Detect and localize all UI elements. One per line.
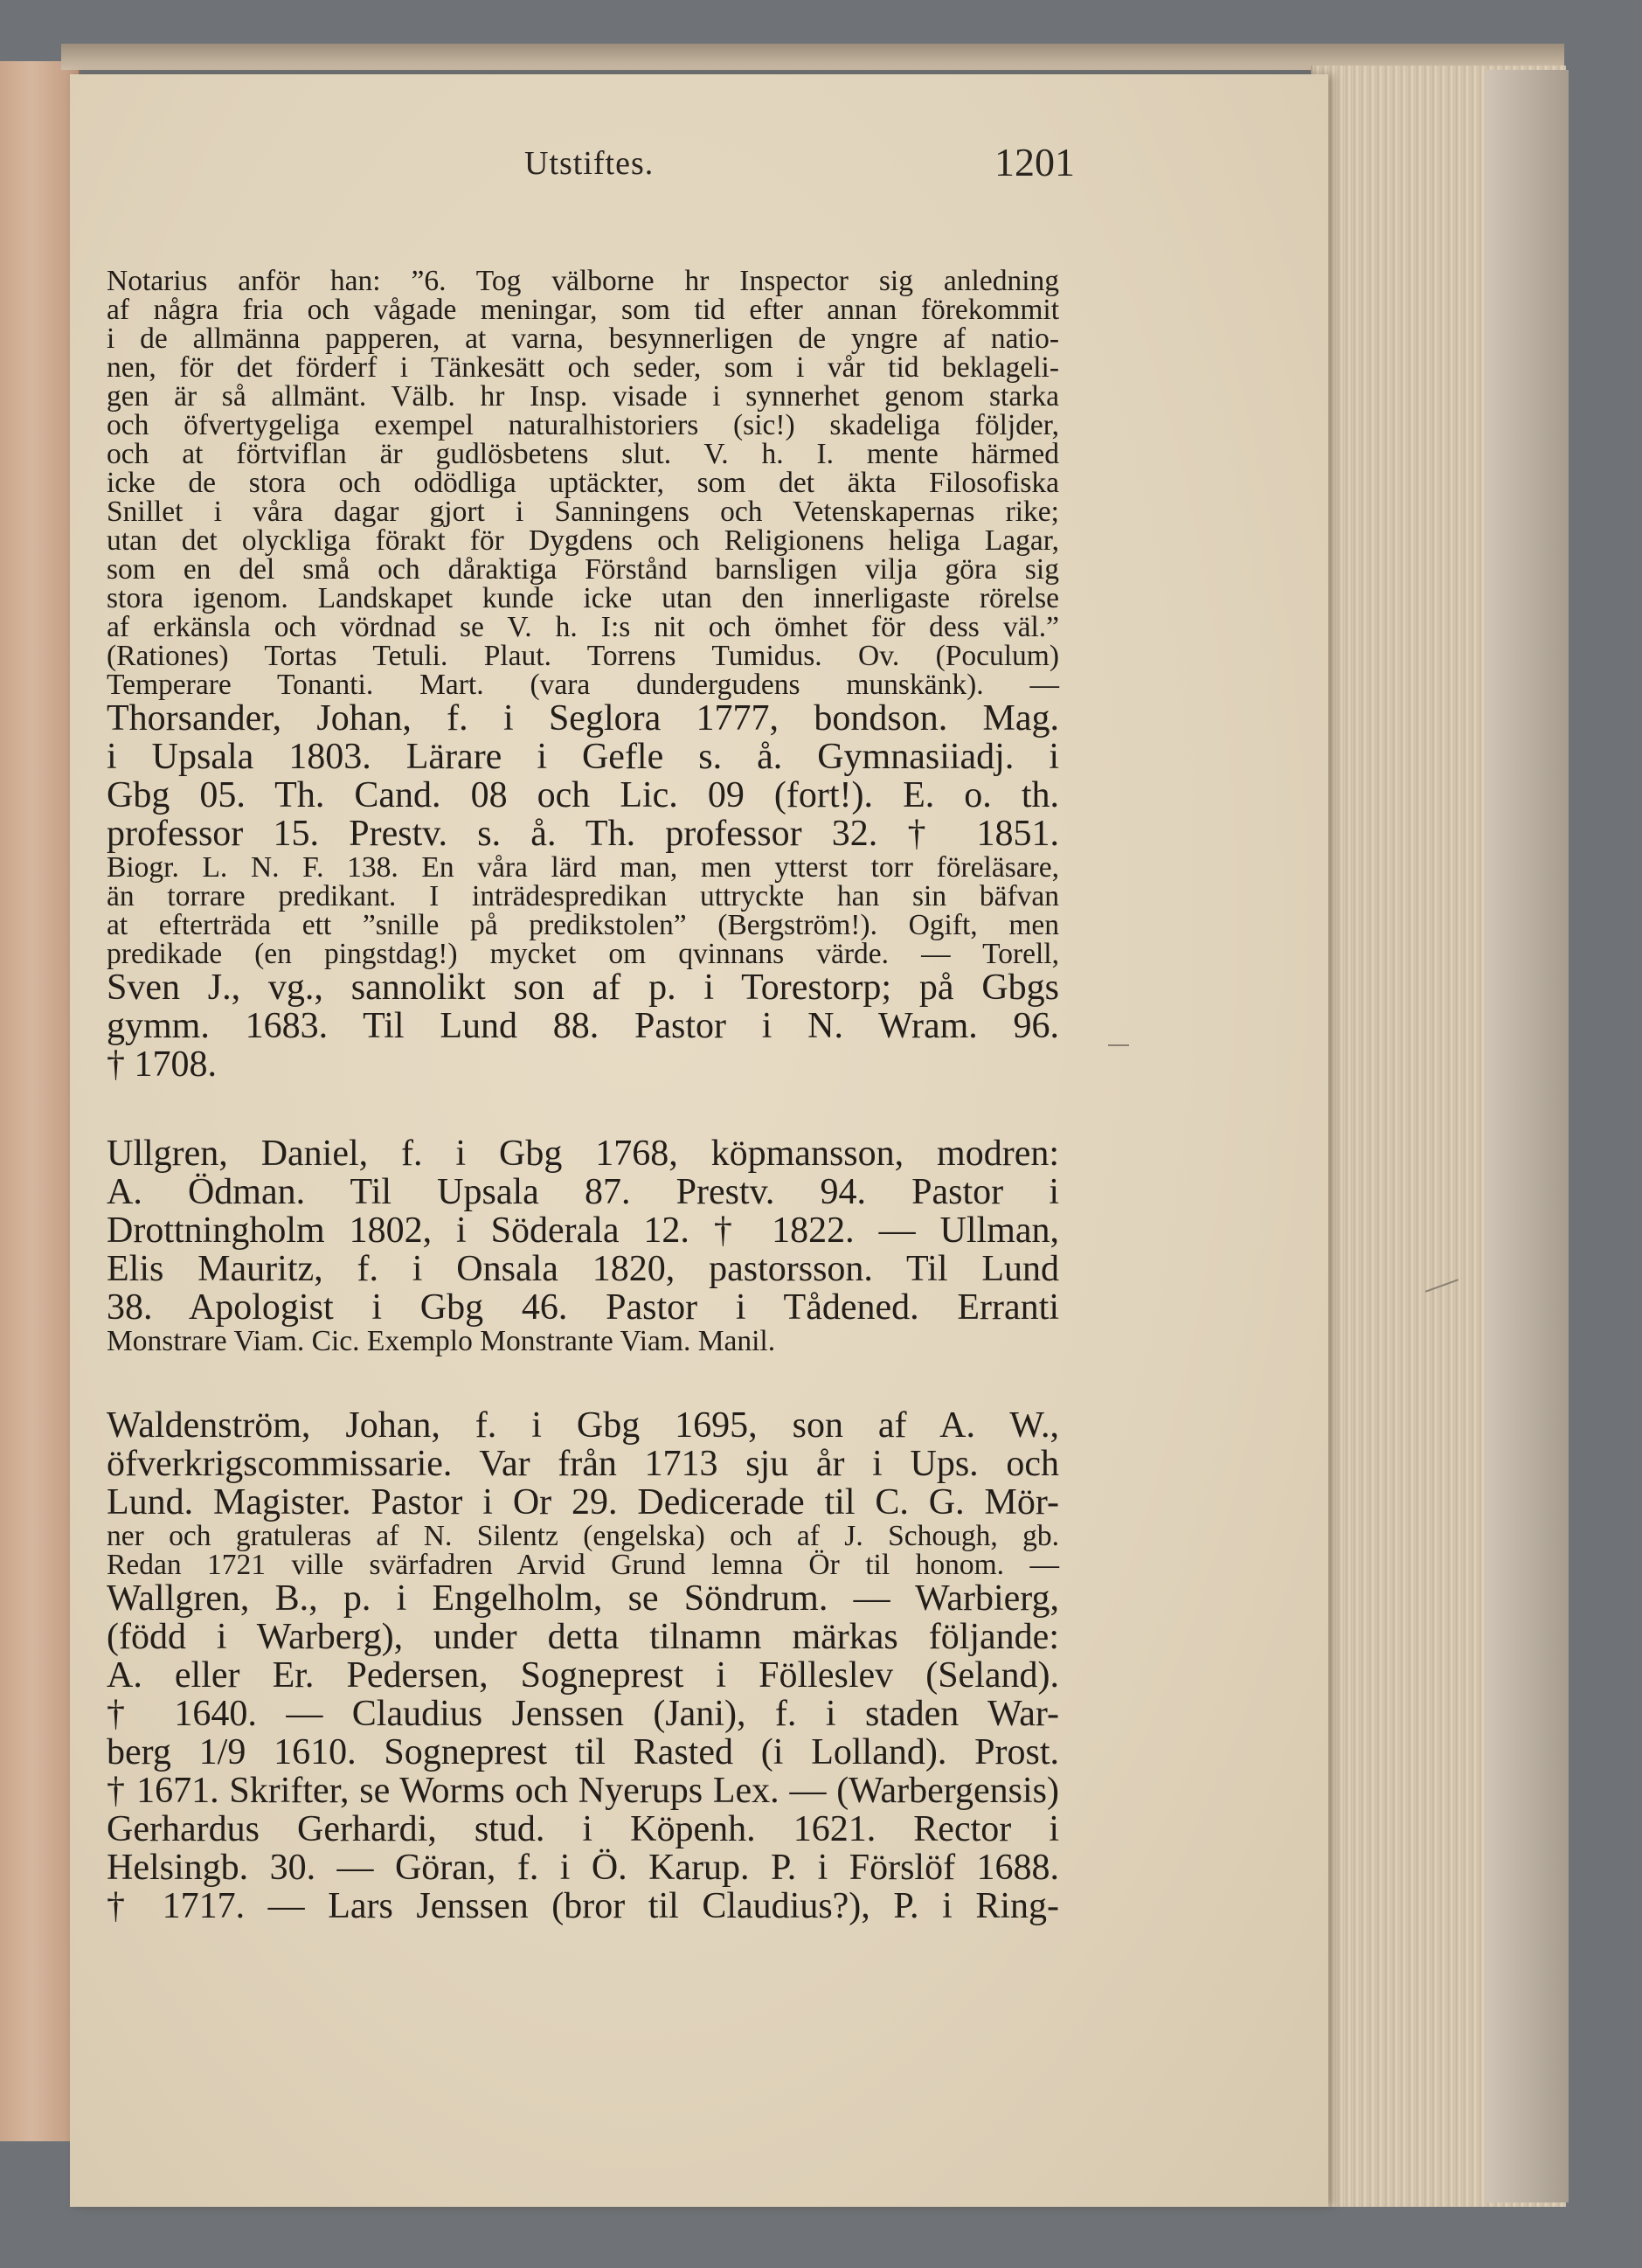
- page-number: 1201: [994, 140, 1075, 184]
- entry-thorsander: [107, 699, 1059, 853]
- text-line: (Rationes) Tortas Tetuli. Plaut. Torrens Tumidus. Ov. (Poculum): [107, 640, 1059, 672]
- text-line: Gbg 05. Th. Cand. 08 och Lic. 09 (fort!). E. o. th.: [107, 775, 1059, 815]
- text-line: at efterträda ett ”snille på predikstolen” (Bergström!). Ogift, men: [107, 909, 1059, 941]
- text-line: gymm. 1683. Til Lund 88. Pastor i N. Wram. 96.: [107, 1006, 1059, 1046]
- text-line: predikade (en pingstdag!) mycket om qvinnans värde. — Torell,: [107, 938, 1059, 970]
- text-line: 38. Apologist i Gbg 46. Pastor i Tådened. Erranti: [107, 1287, 1059, 1328]
- text-line: A. eller Er. Pedersen, Sogneprest i Fölleslev (Seland).: [107, 1655, 1059, 1696]
- text-line: Temperare Tonanti. Mart. (vara dundergudens munskänk). —: [107, 669, 1059, 701]
- text-line: och at förtviflan är gudlösbetens slut. V. h. I. mente härmed: [107, 438, 1059, 470]
- text-line: Waldenström, Johan, f. i Gbg 1695, son af A. W.,: [107, 1405, 1059, 1446]
- text-line: † 1640. — Claudius Jenssen (Jani), f. i staden War-: [107, 1694, 1059, 1734]
- entry-wallgren-warbierg: [107, 1579, 1059, 1925]
- text-line: nen, för det förderf i Tänkesätt och seder, som i vår tid beklageli-: [107, 351, 1059, 384]
- left-page-edge: [0, 61, 80, 2141]
- text-line: gen är så allmänt. Välb. hr Insp. visade i synnerhet genom starka: [107, 380, 1059, 413]
- text-line: † 1717. — Lars Jenssen (bror til Claudius?), P. i Ring-: [107, 1886, 1059, 1926]
- text-line: Helsingb. 30. — Göran, f. i Ö. Karup. P. i Förslöf 1688.: [107, 1848, 1059, 1888]
- text-line: Sven J., vg., sannolikt son af p. i Torestorp; på Gbgs: [107, 968, 1059, 1008]
- text-line: Elis Mauritz, f. i Onsala 1820, pastorsson. Til Lund: [107, 1249, 1059, 1289]
- text-line: Drottningholm 1802, i Söderala 12. † 1822. — Ullman,: [107, 1210, 1059, 1251]
- text-line: Wallgren, B., p. i Engelholm, se Söndrum. — Warbierg,: [107, 1578, 1059, 1619]
- text-line: Notarius anför han: ”6. Tog välborne hr Inspector sig anledning: [107, 265, 1059, 297]
- pencil-mark: [1108, 1044, 1129, 1046]
- text-line: Thorsander, Johan, f. i Seglora 1777, bondson. Mag.: [107, 698, 1059, 739]
- text-line: † 1671. Skrifter, se Worms och Nyerups Lex. — (Warbergensis): [107, 1771, 1059, 1811]
- entry-waldenstrom: [107, 1406, 1059, 1522]
- text-line: än torrare predikant. I inträdespredikan uttryckte han sin bäfvan: [107, 880, 1059, 912]
- text-line: ner och gratuleras af N. Silentz (engelska) och af J. Schough, gb.: [107, 1520, 1059, 1552]
- book-cover-edge: [1486, 70, 1569, 2202]
- entry-torell: [107, 968, 1059, 1084]
- text-line: som en del små och dåraktiga Förstånd barnsligen vilja göra sig: [107, 553, 1059, 586]
- text-line: af erkänsla och vördnad se V. h. I:s nit och ömhet för dess väl.”: [107, 611, 1059, 643]
- text-line: Gerhardus Gerhardi, stud. i Köpenh. 1621. Rector i: [107, 1809, 1059, 1849]
- text-line: † 1708.: [107, 1044, 217, 1085]
- entry-waldenstrom-notes: [107, 1522, 1059, 1579]
- running-head: Utstiftes.: [524, 145, 655, 182]
- text-line: Ullgren, Daniel, f. i Gbg 1768, köpmansson, modren:: [107, 1134, 1059, 1174]
- text-line: Redan 1721 ville svärfadren Arvid Grund lemna Ör til honom. —: [107, 1549, 1059, 1581]
- text-line: A. Ödman. Til Upsala 87. Prestv. 94. Pastor i: [107, 1172, 1059, 1212]
- text-line: öfverkrigscommissarie. Var från 1713 sju år i Ups. och: [107, 1444, 1059, 1484]
- page-text: [107, 267, 1059, 1925]
- text-line: Lund. Magister. Pastor i Or 29. Dedicerade til C. G. Mör-: [107, 1482, 1059, 1522]
- entry-ullman-motto: [107, 1327, 1059, 1356]
- text-line: af några fria och vågade meningar, som tid efter annan förekommit: [107, 294, 1059, 326]
- text-line: Monstrare Viam. Cic. Exemplo Monstrante Viam. Manil.: [107, 1325, 776, 1357]
- text-line: och öfvertygeliga exempel naturalhistoriers (sic!) skadeliga följder,: [107, 409, 1059, 441]
- entry-thorsander-notes: [107, 853, 1059, 968]
- text-line: Snillet i våra dagar gjort i Sanningens och Vetenskapernas rike;: [107, 496, 1059, 528]
- text-line: professor 15. Prestv. s. å. Th. professor 32. † 1851.: [107, 814, 1059, 854]
- page-header: [114, 140, 1075, 214]
- text-line: stora igenom. Landskapet kunde icke utan den innerligaste rörelse: [107, 582, 1059, 614]
- text-line: icke de stora och odödliga uptäckter, som det äkta Filosofiska: [107, 467, 1059, 499]
- entry-ullgren: [107, 1134, 1059, 1327]
- text-line: utan det olyckliga förakt för Dygdens och Religionens heliga Lagar,: [107, 524, 1059, 557]
- text-line: Biogr. L. N. F. 138. En våra lärd man, men ytterst torr föreläsare,: [107, 851, 1059, 884]
- text-line: berg 1/9 1610. Sogneprest til Rasted (i Lolland). Prost.: [107, 1732, 1059, 1772]
- text-line: i de allmänna papperen, at varna, besynnerligen de yngre af natio-: [107, 323, 1059, 355]
- text-line: (född i Warberg), under detta tilnamn märkas följande:: [107, 1617, 1059, 1657]
- section-gap: [107, 1084, 1059, 1134]
- section-gap: [107, 1356, 1059, 1406]
- entry-notarius-quote: [107, 267, 1059, 699]
- text-line: i Upsala 1803. Lärare i Gefle s. å. Gymnasiiadj. i: [107, 737, 1059, 777]
